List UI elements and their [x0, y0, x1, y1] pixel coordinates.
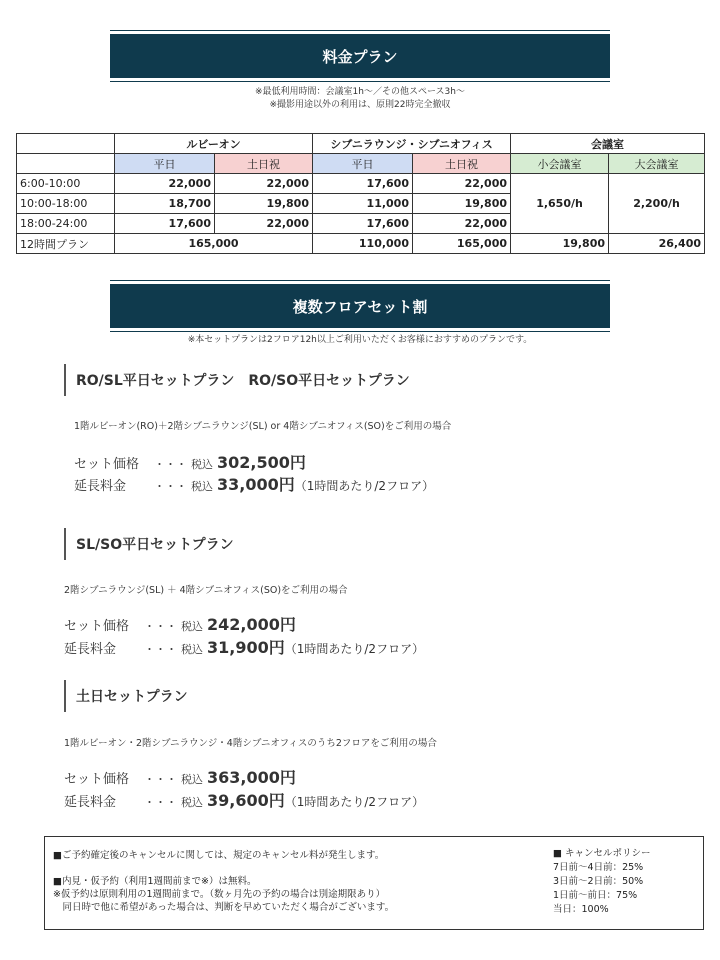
ext-price-note: （1時間あたり/2フロア）	[284, 642, 425, 656]
dots: ・・・	[144, 620, 177, 633]
price-cell: 11,000	[313, 194, 413, 214]
ext-price-amount: 33,000円	[217, 475, 295, 494]
ext-price-note: （1時間あたり/2フロア）	[294, 479, 435, 493]
plan-set-price-line	[74, 450, 306, 473]
subhead-ruby-holiday: 土日祝	[215, 154, 313, 174]
ext-price-label: 延長料金	[74, 479, 127, 494]
plan-set-price-line	[64, 765, 296, 788]
cancellation-box	[44, 836, 704, 930]
plan-ext-price-line	[64, 788, 424, 811]
cancel-note-1: ■ご予約確定後のキャンセルに関しては、規定のキャンセル料が発生します。	[53, 850, 385, 861]
plan12-small-meeting: 19,800	[511, 234, 609, 254]
price-cell: 18,700	[115, 194, 215, 214]
tax-label: 税込	[191, 480, 213, 493]
cancel-note-3: ※仮予約は原則利用の1週間前まで。（数ヶ月先の予約の場合は別途期限あり）	[53, 889, 386, 900]
plan-ext-price-line	[74, 472, 434, 495]
price-cell: 17,600	[313, 174, 413, 194]
plan-set-price-line	[64, 612, 296, 635]
price-cell: 17,600	[115, 214, 215, 234]
table-corner	[17, 154, 115, 174]
plan-ext-price-line	[64, 635, 424, 658]
policy-item: 3日前〜2日前：50%	[553, 876, 644, 887]
price-cell: 22,000	[215, 174, 313, 194]
ext-price-label: 延長料金	[64, 642, 117, 657]
dots: ・・・	[144, 796, 177, 809]
ext-price-amount: 39,600円	[207, 791, 285, 810]
large-meeting-rate: 2,200/h	[609, 174, 705, 234]
subhead-large-meeting: 大会議室	[609, 154, 705, 174]
price-cell: 22,000	[413, 174, 511, 194]
plan12-shibuni-weekday: 110,000	[313, 234, 413, 254]
table-row	[17, 134, 705, 154]
spacer	[53, 862, 533, 875]
row-label: 12時間プラン	[17, 234, 115, 254]
set-note: ※本セットプランは2フロア12h以上ご利用いただくお客様におすすめのプランです。	[187, 335, 533, 345]
plan12-large-meeting: 26,400	[609, 234, 705, 254]
set-price-label: セット価格	[74, 457, 140, 472]
cancel-note-2: ■内見・仮予約（利用1週間前まで※）は無料。	[53, 876, 257, 887]
row-label: 10:00-18:00	[17, 194, 115, 214]
tax-label: 税込	[181, 620, 203, 633]
group-header-ruby-on: ルビーオン	[115, 134, 313, 154]
set-price-amount: 242,000円	[207, 615, 296, 634]
price-cell: 22,000	[413, 214, 511, 234]
subhead-small-meeting: 小会議室	[511, 154, 609, 174]
set-price-label: セット価格	[64, 772, 130, 787]
tax-label: 税込	[181, 773, 203, 786]
policy-title: ■ キャンセルポリシー	[553, 848, 651, 859]
tax-label: 税込	[181, 643, 203, 656]
policy-item: 1日前〜前日：75%	[553, 890, 638, 901]
ext-price-amount: 31,900円	[207, 638, 285, 657]
dots: ・・・	[154, 480, 187, 493]
price-note-1: ※最低利用時間：会議室1h〜／その他スペース3h〜	[255, 87, 465, 97]
tax-label: 税込	[181, 796, 203, 809]
table-row	[17, 154, 705, 174]
cancellation-policy	[553, 847, 703, 917]
price-cell: 19,800	[413, 194, 511, 214]
set-price-label: セット価格	[64, 619, 130, 634]
plan12-shibuni-holiday: 165,000	[413, 234, 511, 254]
row-label: 18:00-24:00	[17, 214, 115, 234]
price-cell: 22,000	[215, 214, 313, 234]
plan-title-sl-so: SL/SO平日セットプラン	[64, 528, 234, 560]
group-header-meeting-room: 会議室	[511, 134, 705, 154]
plan-desc-weekend: 1階ルビーオン・2階シブニラウンジ・4階シブニオフィスのうち2フロアをご利用の場合	[64, 738, 437, 749]
small-meeting-rate: 1,650/h	[511, 174, 609, 234]
set-price-amount: 363,000円	[207, 768, 296, 787]
subhead-ruby-weekday: 平日	[115, 154, 215, 174]
table-row	[17, 174, 705, 194]
tax-label: 税込	[191, 458, 213, 471]
price-table	[16, 133, 705, 254]
cancel-note-4: 同日時で他に希望があった場合は、判断を早めていただく場合がございます。	[53, 902, 395, 913]
subhead-shibuni-weekday: 平日	[313, 154, 413, 174]
cancellation-notes	[53, 849, 533, 914]
ext-price-note: （1時間あたり/2フロア）	[284, 795, 425, 809]
row-label: 6:00-10:00	[17, 174, 115, 194]
group-header-shibuni: シブニラウンジ・シブニオフィス	[313, 134, 511, 154]
subhead-shibuni-holiday: 土日祝	[413, 154, 511, 174]
plan-title-weekend: 土日セットプラン	[64, 680, 188, 712]
plan-desc-ro-sl: 1階ルビーオン(RO)＋2階シブニラウンジ(SL) or 4階シブニオフィス(SO)をご利用の場合	[74, 421, 452, 432]
set-discount-banner: 複数フロアセット割	[110, 284, 610, 328]
price-cell: 22,000	[115, 174, 215, 194]
table-row	[17, 234, 705, 254]
price-cell: 17,600	[313, 214, 413, 234]
dots: ・・・	[154, 458, 187, 471]
plan12-ruby: 165,000	[115, 234, 313, 254]
price-note-2: ※撮影用途以外の利用は、原則22時完全撤収	[269, 100, 451, 110]
price-cell: 19,800	[215, 194, 313, 214]
plan-desc-sl-so: 2階シブニラウンジ(SL) ＋ 4階シブニオフィス(SO)をご利用の場合	[64, 585, 348, 596]
set-price-amount: 302,500円	[217, 453, 306, 472]
ext-price-label: 延長料金	[64, 795, 117, 810]
policy-item: 7日前〜4日前：25%	[553, 862, 644, 873]
table-corner	[17, 134, 115, 154]
dots: ・・・	[144, 773, 177, 786]
plan-title-ro-sl: RO/SL平日セットプラン RO/SO平日セットプラン	[64, 364, 410, 396]
dots: ・・・	[144, 643, 177, 656]
price-plan-banner: 料金プラン	[110, 34, 610, 78]
policy-item: 当日：100%	[553, 904, 609, 915]
